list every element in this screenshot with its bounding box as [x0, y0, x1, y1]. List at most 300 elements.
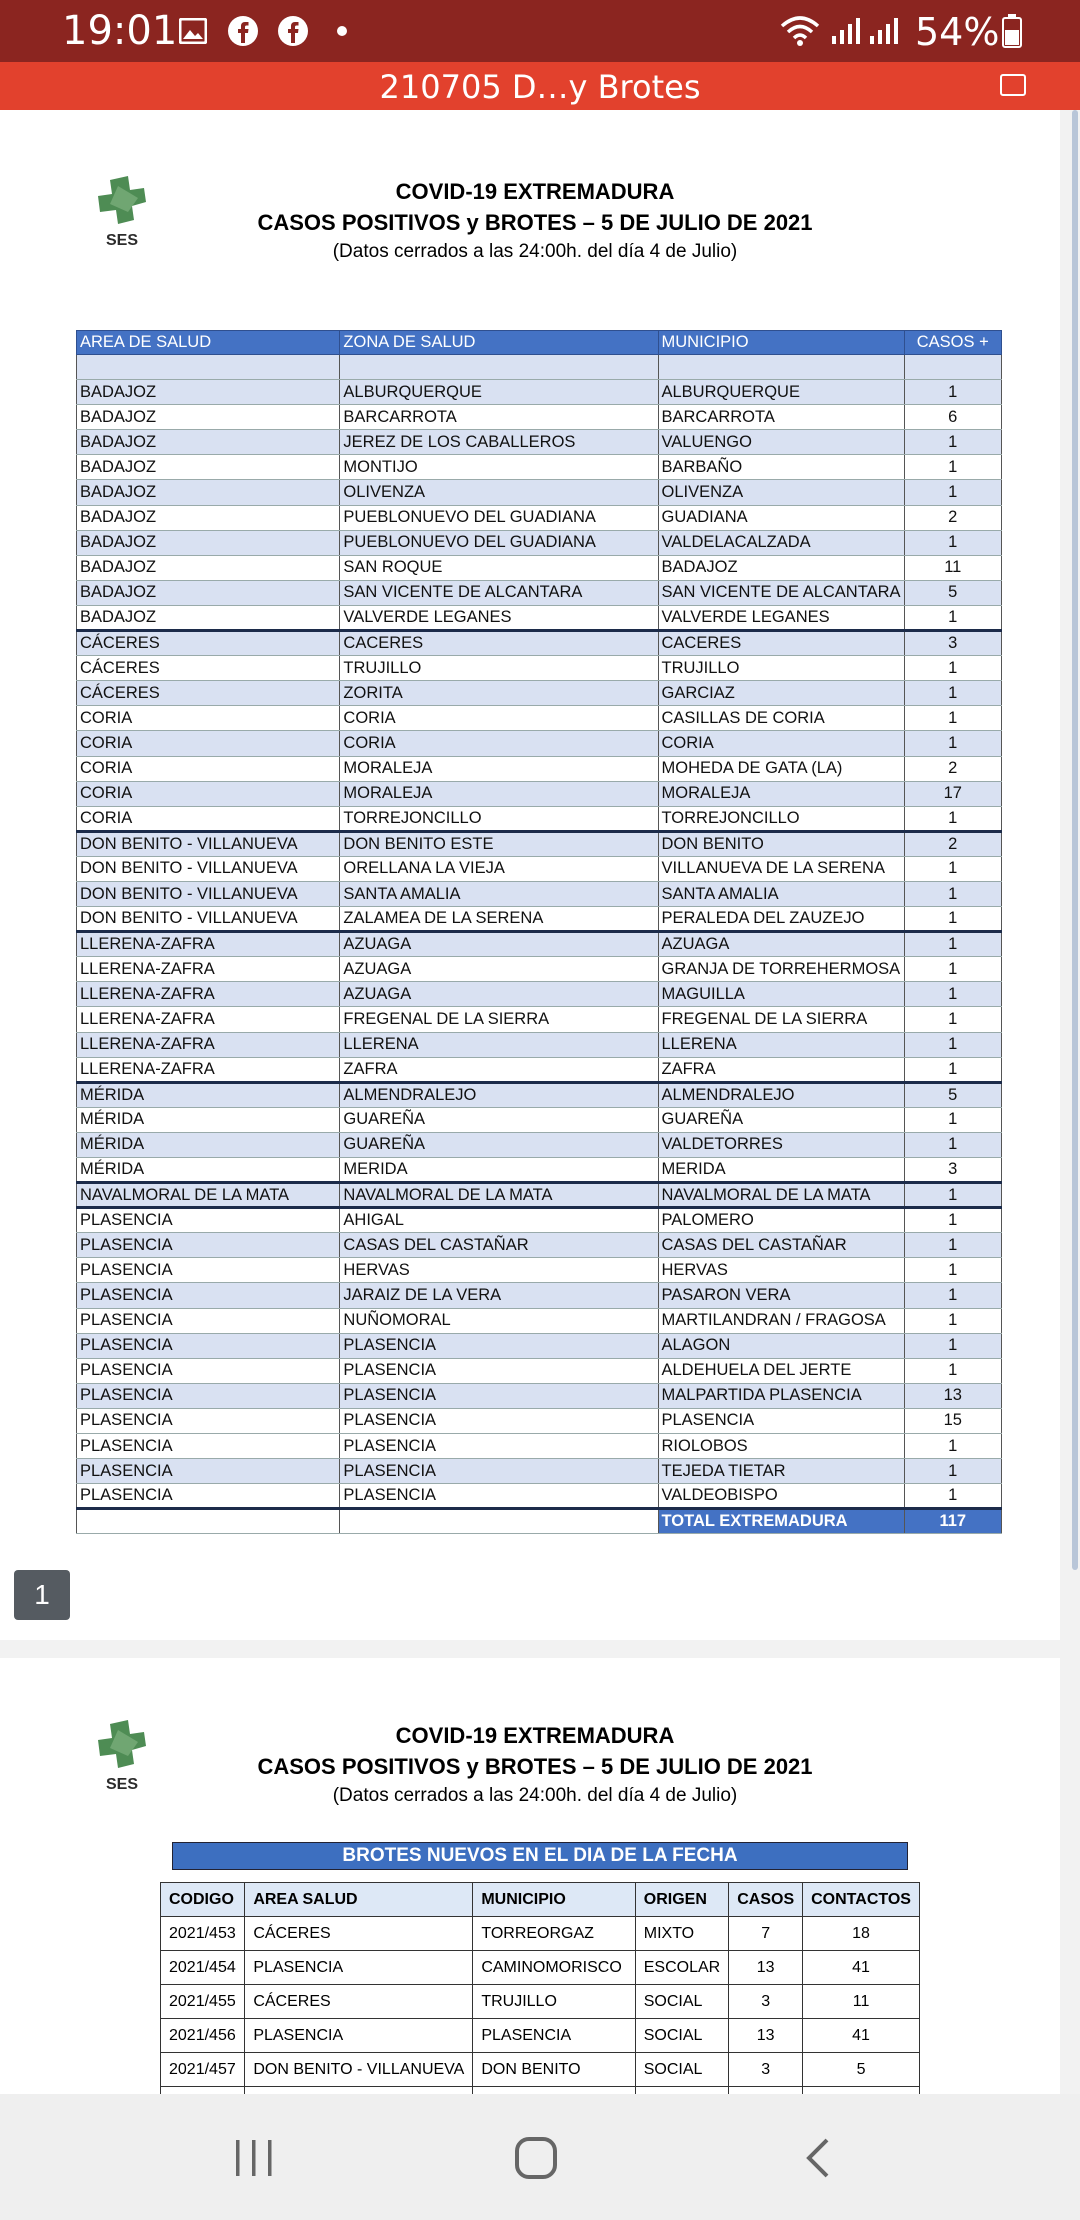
table-cell: SOCIAL — [635, 2019, 728, 2053]
table-cell: CORIA — [340, 706, 658, 731]
table-row — [77, 1358, 1002, 1383]
table-cell: SOCIAL — [635, 1985, 728, 2019]
table-cell: 6 — [904, 405, 1001, 430]
table-cell: GARCIAZ — [658, 681, 904, 706]
table-cell: 2021/457 — [161, 2053, 245, 2087]
table-cell: PERALEDA DEL ZAUZEJO — [658, 907, 904, 932]
table-cell: ALBURQUERQUE — [340, 380, 658, 405]
table-cell: MÉRIDA — [77, 1082, 340, 1107]
brotes-table — [160, 1882, 920, 2121]
table-row — [77, 480, 1002, 505]
table-cell: CACERES — [658, 631, 904, 656]
table-cell: 15 — [904, 1408, 1001, 1433]
table-row — [77, 505, 1002, 530]
column-header: MUNICIPIO — [473, 1883, 635, 1917]
table-cell: GUAREÑA — [340, 1107, 658, 1132]
table-cell: 1 — [904, 530, 1001, 555]
navigation-bar — [0, 2094, 1080, 2220]
table-cell: 2 — [904, 756, 1001, 781]
table-cell: NAVALMORAL DE LA MATA — [77, 1183, 340, 1208]
table-cell: 1 — [904, 1208, 1001, 1233]
brotes-banner: BROTES NUEVOS EN EL DIA DE LA FECHA — [172, 1842, 908, 1870]
table-cell: CÁCERES — [77, 681, 340, 706]
table-cell: PLASENCIA — [77, 1333, 340, 1358]
blank-row — [77, 355, 1002, 380]
table-row — [77, 881, 1002, 906]
table-cell: ALBURQUERQUE — [658, 380, 904, 405]
table-cell: GUAREÑA — [340, 1132, 658, 1157]
table-cell: 1 — [904, 957, 1001, 982]
table-cell: PLASENCIA — [340, 1408, 658, 1433]
table-cell: PLASENCIA — [340, 1434, 658, 1459]
table-cell: MORALEJA — [340, 756, 658, 781]
table-cell: 1 — [904, 1007, 1001, 1032]
table-cell: BADAJOZ — [77, 555, 340, 580]
table-cell: ZORITA — [340, 681, 658, 706]
table-cell — [340, 1509, 658, 1534]
header-note: (Datos cerrados a las 24:00h. del día 4 de Julio) — [332, 241, 738, 262]
table-row — [77, 656, 1002, 681]
table-cell: JARAIZ DE LA VERA — [340, 1283, 658, 1308]
table-row — [161, 1985, 920, 2019]
table-cell: VALDEOBISPO — [658, 1484, 904, 1509]
ses-logo: SES — [88, 1720, 162, 1798]
table-row — [77, 982, 1002, 1007]
table-cell: PLASENCIA — [77, 1233, 340, 1258]
table-cell: 1 — [904, 706, 1001, 731]
table-cell: CÁCERES — [245, 1985, 473, 2019]
column-header: MUNICIPIO — [658, 331, 904, 355]
table-cell: 13 — [729, 2019, 803, 2053]
table-cell: HERVAS — [340, 1258, 658, 1283]
table-cell: 41 — [803, 2019, 920, 2053]
table-cell: LLERENA-ZAFRA — [77, 932, 340, 957]
table-cell: BADAJOZ — [658, 555, 904, 580]
table-row — [77, 430, 1002, 455]
table-cell: 1 — [904, 1283, 1001, 1308]
table-row — [161, 2019, 920, 2053]
table-cell: 1 — [904, 1484, 1001, 1509]
table-row — [77, 1158, 1002, 1183]
table-cell: 13 — [904, 1383, 1001, 1408]
save-icon[interactable] — [1000, 74, 1026, 96]
table-cell: SAN VICENTE DE ALCANTARA — [658, 580, 904, 605]
table-cell: PLASENCIA — [473, 2019, 635, 2053]
table-cell: 1 — [904, 1107, 1001, 1132]
table-row — [161, 1951, 920, 1985]
table-cell: MÉRIDA — [77, 1107, 340, 1132]
table-row — [77, 706, 1002, 731]
scrollbar-thumb[interactable] — [1072, 110, 1078, 1570]
table-row — [77, 455, 1002, 480]
brotes-header-row — [161, 1883, 920, 1917]
table-cell: 2021/456 — [161, 2019, 245, 2053]
signal-icon — [866, 14, 900, 48]
table-cell: MALPARTIDA PLASENCIA — [658, 1383, 904, 1408]
table-cell: AHIGAL — [340, 1208, 658, 1233]
table-cell: HERVAS — [658, 1258, 904, 1283]
table-cell: BARCARROTA — [340, 405, 658, 430]
table-cell: LLERENA-ZAFRA — [77, 1057, 340, 1082]
total-label: TOTAL EXTREMADURA — [658, 1509, 904, 1534]
table-cell: PLASENCIA — [77, 1283, 340, 1308]
table-cell: ALMENDRALEJO — [340, 1082, 658, 1107]
table-cell: LLERENA-ZAFRA — [77, 1007, 340, 1032]
table-cell: 1 — [904, 1032, 1001, 1057]
table-cell: LLERENA — [340, 1032, 658, 1057]
column-header: AREA SALUD — [245, 1883, 473, 1917]
table-cell: DON BENITO — [658, 831, 904, 856]
table-row — [77, 1057, 1002, 1082]
table-row — [77, 605, 1002, 630]
app-bar — [0, 62, 1080, 110]
table-row — [77, 681, 1002, 706]
table-cell: 11 — [904, 555, 1001, 580]
table-cell: 1 — [904, 1434, 1001, 1459]
column-header: CODIGO — [161, 1883, 245, 1917]
table-cell: OLIVENZA — [658, 480, 904, 505]
table-cell: ZALAMEA DE LA SERENA — [340, 907, 658, 932]
table-cell: CORIA — [77, 706, 340, 731]
table-cell — [904, 355, 1001, 380]
table-cell: 1 — [904, 681, 1001, 706]
table-cell: GUAREÑA — [658, 1107, 904, 1132]
header-title: COVID-19 EXTREMADURA — [395, 179, 675, 204]
table-row — [77, 856, 1002, 881]
table-cell: TORREJONCILLO — [340, 806, 658, 831]
table-cell: CÁCERES — [77, 631, 340, 656]
table-cell: 7 — [729, 1917, 803, 1951]
table-row — [77, 1484, 1002, 1509]
table-cell: 1 — [904, 1308, 1001, 1333]
column-header: CASOS — [729, 1883, 803, 1917]
table-cell: 3 — [729, 1985, 803, 2019]
table-cell: SANTA AMALIA — [658, 881, 904, 906]
wifi-icon — [778, 14, 822, 48]
pdf-page-1 — [0, 110, 1060, 1640]
table-cell: VALDETORRES — [658, 1132, 904, 1157]
table-row — [77, 756, 1002, 781]
table-cell: MARTILANDRAN / FRAGOSA — [658, 1308, 904, 1333]
table-cell: ALMENDRALEJO — [658, 1082, 904, 1107]
table-row — [77, 1107, 1002, 1132]
table-cell: BADAJOZ — [77, 405, 340, 430]
table-cell: AZUAGA — [340, 957, 658, 982]
dot-icon — [332, 14, 352, 48]
table-cell: 18 — [803, 1917, 920, 1951]
table-cell: SANTA AMALIA — [340, 881, 658, 906]
table-row — [77, 380, 1002, 405]
battery-percent: 54% — [915, 10, 1000, 54]
table-row — [77, 1132, 1002, 1157]
table-cell: 1 — [904, 455, 1001, 480]
table-cell: 1 — [904, 1233, 1001, 1258]
table-row — [77, 580, 1002, 605]
table-cell: PLASENCIA — [77, 1459, 340, 1484]
table-cell: CASAS DEL CASTAÑAR — [658, 1233, 904, 1258]
table-cell: AZUAGA — [658, 932, 904, 957]
table-row — [77, 1208, 1002, 1233]
facebook-icon — [226, 14, 260, 48]
cases-header-row — [77, 331, 1002, 355]
table-cell: TORREORGAZ — [473, 1917, 635, 1951]
table-cell: CÁCERES — [245, 1917, 473, 1951]
column-header: CASOS + — [904, 331, 1001, 355]
table-cell: 1 — [904, 380, 1001, 405]
table-cell: CORIA — [77, 781, 340, 806]
table-cell: MERIDA — [340, 1158, 658, 1183]
table-cell: FREGENAL DE LA SIERRA — [340, 1007, 658, 1032]
table-cell: PLASENCIA — [340, 1383, 658, 1408]
table-row — [77, 1007, 1002, 1032]
table-cell: VALDELACALZADA — [658, 530, 904, 555]
table-cell: 1 — [904, 1333, 1001, 1358]
table-row — [77, 932, 1002, 957]
table-cell: VILLANUEVA DE LA SERENA — [658, 856, 904, 881]
table-row — [77, 1308, 1002, 1333]
table-cell: JEREZ DE LOS CABALLEROS — [340, 430, 658, 455]
table-cell: MOHEDA DE GATA (LA) — [658, 756, 904, 781]
table-cell: CORIA — [77, 806, 340, 831]
table-cell: ALDEHUELA DEL JERTE — [658, 1358, 904, 1383]
table-row — [77, 1183, 1002, 1208]
header-subtitle: CASOS POSITIVOS y BROTES – 5 DE JULIO DE 2021 — [257, 1754, 813, 1779]
table-cell: PLASENCIA — [77, 1383, 340, 1408]
table-cell: 1 — [904, 982, 1001, 1007]
table-cell: 5 — [803, 2053, 920, 2087]
table-cell: CASILLAS DE CORIA — [658, 706, 904, 731]
table-row — [77, 907, 1002, 932]
gallery-icon — [176, 14, 210, 48]
table-row — [161, 1917, 920, 1951]
header-title: COVID-19 EXTREMADURA — [395, 1723, 675, 1748]
table-cell: 5 — [904, 580, 1001, 605]
table-row — [77, 555, 1002, 580]
table-cell: 3 — [904, 631, 1001, 656]
table-cell: PLASENCIA — [658, 1408, 904, 1433]
table-cell: CORIA — [77, 731, 340, 756]
table-row — [77, 1383, 1002, 1408]
table-cell: PUEBLONUEVO DEL GUADIANA — [340, 505, 658, 530]
table-cell: 2021/453 — [161, 1917, 245, 1951]
table-cell: 1 — [904, 932, 1001, 957]
status-bar — [0, 0, 1080, 62]
table-cell: BARCARROTA — [658, 405, 904, 430]
table-row — [77, 1408, 1002, 1433]
table-cell: SAN VICENTE DE ALCANTARA — [340, 580, 658, 605]
cases-table — [76, 330, 1002, 1534]
table-cell: LLERENA — [658, 1032, 904, 1057]
table-cell: PLASENCIA — [77, 1308, 340, 1333]
table-cell: PLASENCIA — [77, 1258, 340, 1283]
column-header: CONTACTOS — [803, 1883, 920, 1917]
page-header — [220, 1720, 850, 1810]
facebook-icon — [276, 14, 310, 48]
table-cell: PLASENCIA — [77, 1484, 340, 1509]
table-row — [77, 1233, 1002, 1258]
table-cell: 1 — [904, 907, 1001, 932]
table-cell: 1 — [904, 605, 1001, 630]
table-cell: 1 — [904, 1183, 1001, 1208]
table-cell: DON BENITO - VILLANUEVA — [77, 856, 340, 881]
table-cell: BADAJOZ — [77, 380, 340, 405]
ses-logo: SES — [88, 176, 162, 254]
table-cell: PALOMERO — [658, 1208, 904, 1233]
header-subtitle: CASOS POSITIVOS y BROTES – 5 DE JULIO DE 2021 — [257, 210, 813, 235]
table-cell: 1 — [904, 856, 1001, 881]
table-cell: ZAFRA — [658, 1057, 904, 1082]
table-cell: CORIA — [340, 731, 658, 756]
back-icon[interactable] — [778, 2128, 858, 2188]
table-cell: 1 — [904, 1057, 1001, 1082]
table-cell: 1 — [904, 1459, 1001, 1484]
table-cell: BADAJOZ — [77, 505, 340, 530]
table-cell: AZUAGA — [340, 932, 658, 957]
table-row — [161, 2053, 920, 2087]
table-row — [77, 530, 1002, 555]
table-cell: VALUENGO — [658, 430, 904, 455]
table-cell: CORIA — [658, 731, 904, 756]
table-cell: ALAGON — [658, 1333, 904, 1358]
table-row — [77, 1258, 1002, 1283]
table-cell: 2 — [904, 831, 1001, 856]
table-row — [77, 1082, 1002, 1107]
table-row — [77, 1434, 1002, 1459]
table-cell: PLASENCIA — [77, 1208, 340, 1233]
home-icon[interactable] — [496, 2128, 576, 2188]
table-cell: BADAJOZ — [77, 430, 340, 455]
table-cell: ESCOLAR — [635, 1951, 728, 1985]
table-cell: DON BENITO ESTE — [340, 831, 658, 856]
table-cell: AZUAGA — [340, 982, 658, 1007]
table-cell: BADAJOZ — [77, 530, 340, 555]
table-row — [77, 806, 1002, 831]
table-cell — [340, 355, 658, 380]
header-note: (Datos cerrados a las 24:00h. del día 4 de Julio) — [332, 1785, 738, 1806]
table-cell: MERIDA — [658, 1158, 904, 1183]
table-cell: 2021/454 — [161, 1951, 245, 1985]
total-row — [77, 1509, 1002, 1534]
table-cell: LLERENA-ZAFRA — [77, 1032, 340, 1057]
table-cell: 1 — [904, 430, 1001, 455]
table-cell: CAMINOMORISCO — [473, 1951, 635, 1985]
table-cell: PLASENCIA — [340, 1333, 658, 1358]
table-cell: 1 — [904, 806, 1001, 831]
table-cell: TORREJONCILLO — [658, 806, 904, 831]
page-number-badge: 1 — [14, 1570, 70, 1620]
table-cell: 1 — [904, 1132, 1001, 1157]
status-time: 19:01 — [62, 8, 178, 54]
table-cell: SAN ROQUE — [340, 555, 658, 580]
table-cell: PLASENCIA — [77, 1358, 340, 1383]
table-cell: NAVALMORAL DE LA MATA — [340, 1183, 658, 1208]
table-cell: GRANJA DE TORREHERMOSA — [658, 957, 904, 982]
table-cell: ZAFRA — [340, 1057, 658, 1082]
table-cell: TEJEDA TIETAR — [658, 1459, 904, 1484]
table-cell — [77, 1509, 340, 1534]
table-cell: MONTIJO — [340, 455, 658, 480]
table-cell: LLERENA-ZAFRA — [77, 982, 340, 1007]
table-row — [77, 957, 1002, 982]
table-cell: BADAJOZ — [77, 605, 340, 630]
table-cell: 1 — [904, 881, 1001, 906]
table-cell: BADAJOZ — [77, 455, 340, 480]
table-cell: PLASENCIA — [245, 1951, 473, 1985]
table-cell: NUÑOMORAL — [340, 1308, 658, 1333]
table-cell: BARBAÑO — [658, 455, 904, 480]
table-cell: DON BENITO - VILLANUEVA — [245, 2053, 473, 2087]
table-cell: 1 — [904, 1358, 1001, 1383]
column-header: ZONA DE SALUD — [340, 331, 658, 355]
table-row — [77, 1032, 1002, 1057]
table-cell: MORALEJA — [340, 781, 658, 806]
table-row — [77, 731, 1002, 756]
table-cell: 13 — [729, 1951, 803, 1985]
table-cell: MÉRIDA — [77, 1132, 340, 1157]
table-cell: 1 — [904, 1258, 1001, 1283]
table-cell: PLASENCIA — [340, 1358, 658, 1383]
table-cell: CASAS DEL CASTAÑAR — [340, 1233, 658, 1258]
table-cell: PLASENCIA — [340, 1459, 658, 1484]
signal-icon — [828, 14, 862, 48]
table-cell: PLASENCIA — [245, 2019, 473, 2053]
table-cell: CÁCERES — [77, 656, 340, 681]
recents-icon[interactable] — [214, 2128, 294, 2188]
table-cell: DON BENITO - VILLANUEVA — [77, 881, 340, 906]
table-cell: 1 — [904, 480, 1001, 505]
total-value: 117 — [904, 1509, 1001, 1534]
table-cell: CACERES — [340, 631, 658, 656]
table-cell — [658, 355, 904, 380]
table-cell: MIXTO — [635, 1917, 728, 1951]
table-cell: SOCIAL — [635, 2053, 728, 2087]
table-cell: MORALEJA — [658, 781, 904, 806]
table-cell: PLASENCIA — [340, 1484, 658, 1509]
table-cell: 1 — [904, 656, 1001, 681]
table-cell: 11 — [803, 1985, 920, 2019]
table-cell: 5 — [904, 1082, 1001, 1107]
table-cell: VALVERDE LEGANES — [340, 605, 658, 630]
table-cell: 2 — [904, 505, 1001, 530]
table-cell: 3 — [904, 1158, 1001, 1183]
table-cell: DON BENITO — [473, 2053, 635, 2087]
table-cell: TRUJILLO — [340, 656, 658, 681]
table-cell: FREGENAL DE LA SIERRA — [658, 1007, 904, 1032]
table-cell: NAVALMORAL DE LA MATA — [658, 1183, 904, 1208]
table-cell: CORIA — [77, 756, 340, 781]
table-cell: 3 — [729, 2053, 803, 2087]
table-cell: VALVERDE LEGANES — [658, 605, 904, 630]
table-cell: MÉRIDA — [77, 1158, 340, 1183]
table-cell: TRUJILLO — [473, 1985, 635, 2019]
table-cell: BADAJOZ — [77, 480, 340, 505]
table-cell: GUADIANA — [658, 505, 904, 530]
table-row — [77, 831, 1002, 856]
table-cell: 2021/455 — [161, 1985, 245, 2019]
table-row — [77, 781, 1002, 806]
table-cell: TRUJILLO — [658, 656, 904, 681]
table-cell: PLASENCIA — [77, 1408, 340, 1433]
table-cell: DON BENITO - VILLANUEVA — [77, 907, 340, 932]
document-title: 210705 D…y Brotes — [379, 68, 701, 106]
battery-icon — [1000, 14, 1024, 48]
table-cell: RIOLOBOS — [658, 1434, 904, 1459]
pdf-viewer[interactable] — [0, 110, 1080, 2204]
column-header: AREA DE SALUD — [77, 331, 340, 355]
table-row — [77, 631, 1002, 656]
column-header: ORIGEN — [635, 1883, 728, 1917]
table-cell: PLASENCIA — [77, 1434, 340, 1459]
